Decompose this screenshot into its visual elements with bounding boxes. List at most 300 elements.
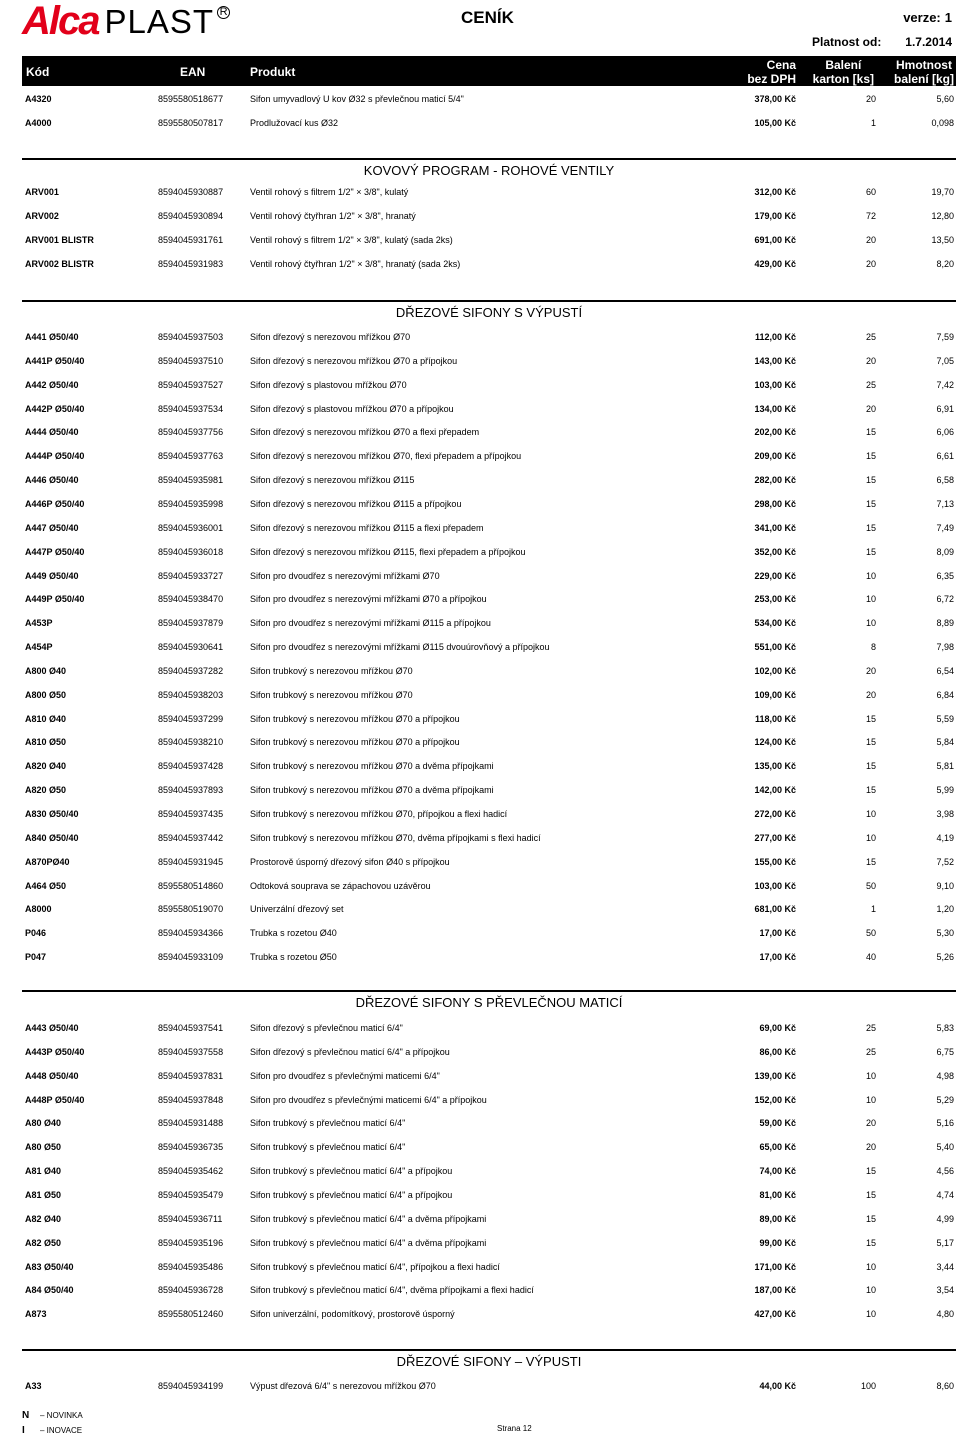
- cell-ean: 8594045938470: [158, 594, 224, 604]
- cell-produkt: Sifon dřezový s převlečnou maticí 6/4" a přípojkou: [250, 1047, 450, 1057]
- cell-ean: 8594045937541: [158, 1023, 224, 1033]
- page-number: Strana 12: [497, 1424, 532, 1433]
- logo: [22, 0, 230, 43]
- cell-hmotnost: 8,60: [936, 1381, 954, 1391]
- cell-ean: 8595580507817: [158, 118, 224, 128]
- col-cena-line1: Cena: [766, 58, 796, 72]
- cell-hmotnost: 6,61: [936, 451, 954, 461]
- cell-ean: 8594045937527: [158, 380, 224, 390]
- table-row: [0, 950, 960, 964]
- table-row: [0, 735, 960, 749]
- cell-produkt: Sifon trubkový s převlečnou maticí 6/4": [250, 1142, 406, 1152]
- cell-cena: 341,00 Kč: [754, 523, 796, 533]
- cell-cena: 282,00 Kč: [754, 475, 796, 485]
- cell-hmotnost: 6,91: [936, 404, 954, 414]
- cell-ean: 8594045937756: [158, 427, 224, 437]
- cell-kod: A4320: [25, 94, 52, 104]
- cell-baleni: 10: [865, 833, 876, 843]
- cell-kod: A81 Ø40: [25, 1166, 62, 1176]
- col-cena-line2: bez DPH: [747, 72, 796, 86]
- table-row: [0, 1093, 960, 1107]
- cell-baleni: 50: [865, 928, 876, 938]
- cell-ean: 8595580514860: [158, 881, 224, 891]
- section-title: KOVOVÝ PROGRAM - ROHOVÉ VENTILY: [22, 158, 956, 182]
- cell-hmotnost: 8,09: [936, 547, 954, 557]
- cell-produkt: Sifon dřezový s plastovou mřížkou Ø70: [250, 380, 407, 390]
- cell-produkt: Sifon dřezový s nerezovou mřížkou Ø70, flexi přepadem a přípojkou: [250, 451, 522, 461]
- logo-alca: Alca: [22, 0, 99, 43]
- col-ean: EAN: [180, 65, 206, 79]
- col-hmotnost: [894, 58, 954, 86]
- cell-cena: 681,00 Kč: [754, 904, 796, 914]
- table-row: [0, 378, 960, 392]
- table-row: [0, 233, 960, 247]
- section-title: DŘEZOVÉ SIFONY – VÝPUSTI: [22, 1349, 956, 1373]
- cell-ean: 8594045936711: [158, 1214, 223, 1224]
- cell-hmotnost: 5,60: [936, 94, 954, 104]
- cell-baleni: 25: [865, 332, 876, 342]
- cell-produkt: Sifon pro dvoudřez s nerezovými mřížkami Ø115 a přípojkou: [250, 618, 491, 628]
- cell-hmotnost: 4,74: [936, 1190, 954, 1200]
- cell-hmotnost: 6,35: [936, 571, 954, 581]
- cell-cena: 102,00 Kč: [754, 666, 796, 676]
- table-row: [0, 257, 960, 271]
- cell-hmotnost: 5,81: [936, 761, 954, 771]
- cell-produkt: Sifon dřezový s plastovou mřížkou Ø70 a přípojkou: [250, 404, 454, 414]
- table-row: [0, 1140, 960, 1154]
- cell-ean: 8594045935486: [158, 1262, 224, 1272]
- cell-ean: 8594045935998: [158, 499, 224, 509]
- table-row: [0, 402, 960, 416]
- cell-cena: 171,00 Kč: [754, 1262, 796, 1272]
- cell-ean: 8594045937503: [158, 332, 224, 342]
- cell-ean: 8595580519070: [158, 904, 224, 914]
- cell-kod: P046: [25, 928, 47, 938]
- cell-hmotnost: 5,30: [936, 928, 954, 938]
- cell-kod: ARV001: [25, 187, 59, 197]
- cell-kod: A4000: [25, 118, 52, 128]
- cell-produkt: Sifon trubkový s nerezovou mřížkou Ø70: [250, 690, 413, 700]
- table-row: [0, 1116, 960, 1130]
- cell-ean: 8594045931945: [158, 857, 224, 867]
- cell-cena: 134,00 Kč: [754, 404, 796, 414]
- cell-kod: A820 Ø40: [25, 761, 67, 771]
- table-row: [0, 783, 960, 797]
- cell-produkt: Sifon trubkový s převlečnou maticí 6/4", přípojkou a flexi hadicí: [250, 1262, 500, 1272]
- cell-cena: 277,00 Kč: [754, 833, 796, 843]
- table-header: [22, 56, 956, 86]
- cell-baleni: 20: [865, 356, 876, 366]
- cell-hmotnost: 5,40: [936, 1142, 954, 1152]
- col-baleni-line1: Balení: [825, 58, 862, 72]
- cell-ean: 8594045937848: [158, 1095, 224, 1105]
- cell-baleni: 20: [865, 235, 876, 245]
- cell-hmotnost: 7,52: [936, 857, 954, 867]
- cell-kod: A800 Ø40: [25, 666, 67, 676]
- col-cena: [747, 58, 796, 86]
- section-title: DŘEZOVÉ SIFONY S VÝPUSTÍ: [22, 300, 956, 324]
- cell-kod: A449P Ø50/40: [25, 594, 85, 604]
- cell-ean: 8594045938203: [158, 690, 224, 700]
- cell-ean: 8594045931488: [158, 1118, 224, 1128]
- cell-produkt: Sifon pro dvoudřez s nerezovými mřížkami Ø115 dvouúrovňový a přípojkou: [250, 642, 550, 652]
- cell-kod: A446P Ø50/40: [25, 499, 85, 509]
- cell-hmotnost: 6,75: [936, 1047, 954, 1057]
- cell-cena: 534,00 Kč: [754, 618, 796, 628]
- cell-hmotnost: 0,098: [931, 118, 954, 128]
- cell-cena: 109,00 Kč: [754, 690, 796, 700]
- cell-kod: A840 Ø50/40: [25, 833, 79, 843]
- cell-hmotnost: 7,42: [936, 380, 954, 390]
- cell-kod: A830 Ø50/40: [25, 809, 79, 819]
- table-row: [0, 688, 960, 702]
- cell-kod: A810 Ø40: [25, 714, 67, 724]
- cell-hmotnost: 6,54: [936, 666, 954, 676]
- cell-baleni: 15: [865, 475, 876, 485]
- registered-icon: R: [217, 6, 230, 19]
- table-row: [0, 831, 960, 845]
- cell-produkt: Sifon pro dvoudřez s převlečnými maticemi 6/4": [250, 1071, 440, 1081]
- page-title: CENÍK: [461, 8, 514, 27]
- cell-hmotnost: 8,89: [936, 618, 954, 628]
- cell-produkt: Ventil rohový s filtrem 1/2" × 3/8", kulatý: [250, 187, 409, 197]
- cell-cena: 378,00 Kč: [754, 94, 796, 104]
- cell-produkt: Sifon dřezový s nerezovou mřížkou Ø115 a přípojkou: [250, 499, 462, 509]
- cell-baleni: 1: [870, 904, 876, 914]
- cell-hmotnost: 5,29: [936, 1095, 954, 1105]
- cell-baleni: 50: [865, 881, 876, 891]
- cell-ean: 8594045936735: [158, 1142, 224, 1152]
- col-kod: Kód: [26, 65, 50, 79]
- cell-cena: 124,00 Kč: [754, 737, 796, 747]
- cell-hmotnost: 12,80: [931, 211, 954, 221]
- cell-kod: A8000: [25, 904, 52, 914]
- cell-ean: 8594045936018: [158, 547, 224, 557]
- cell-produkt: Sifon trubkový s převlečnou maticí 6/4" a přípojkou: [250, 1190, 453, 1200]
- cell-cena: 691,00 Kč: [754, 235, 796, 245]
- cell-hmotnost: 3,54: [936, 1285, 954, 1295]
- cell-cena: 139,00 Kč: [754, 1071, 796, 1081]
- cell-produkt: Sifon dřezový s nerezovou mřížkou Ø70 a přípojkou: [250, 356, 458, 366]
- cell-ean: 8594045937435: [158, 809, 224, 819]
- cell-baleni: 25: [865, 1047, 876, 1057]
- cell-cena: 135,00 Kč: [754, 761, 796, 771]
- cell-baleni: 72: [865, 211, 876, 221]
- cell-cena: 142,00 Kč: [754, 785, 796, 795]
- cell-kod: A464 Ø50: [25, 881, 67, 891]
- cell-produkt: Sifon trubkový s nerezovou mřížkou Ø70, přípojkou a flexi hadicí: [250, 809, 508, 819]
- table-row: [0, 1188, 960, 1202]
- cell-hmotnost: 4,56: [936, 1166, 954, 1176]
- cell-ean: 8594045936001: [158, 523, 224, 533]
- table-row: [0, 902, 960, 916]
- cell-baleni: 15: [865, 499, 876, 509]
- cell-kod: A453P: [25, 618, 53, 628]
- cell-baleni: 40: [865, 952, 876, 962]
- cell-kod: ARV002 BLISTR: [25, 259, 94, 269]
- cell-kod: A442 Ø50/40: [25, 380, 79, 390]
- cell-ean: 8594045934366: [158, 928, 224, 938]
- version-value: 1: [944, 10, 952, 25]
- cell-produkt: Sifon trubkový s nerezovou mřížkou Ø70, dvěma přípojkami s flexi hadicí: [250, 833, 541, 843]
- cell-produkt: Sifon dřezový s nerezovou mřížkou Ø70 a flexi přepadem: [250, 427, 480, 437]
- cell-baleni: 10: [865, 1309, 876, 1319]
- cell-kod: A33: [25, 1381, 42, 1391]
- cell-kod: A800 Ø50: [25, 690, 67, 700]
- table-row: [0, 425, 960, 439]
- cell-produkt: Výpust dřezová 6/4" s nerezovou mřížkou Ø70: [250, 1381, 436, 1391]
- cell-produkt: Sifon trubkový s převlečnou maticí 6/4" a přípojkou: [250, 1166, 453, 1176]
- table-row: [0, 473, 960, 487]
- cell-cena: 209,00 Kč: [754, 451, 796, 461]
- cell-baleni: 25: [865, 380, 876, 390]
- table-row: [0, 616, 960, 630]
- cell-produkt: Sifon dřezový s nerezovou mřížkou Ø115: [250, 475, 415, 485]
- cell-hmotnost: 6,58: [936, 475, 954, 485]
- cell-produkt: Sifon dřezový s nerezovou mřížkou Ø115 a flexi přepadem: [250, 523, 484, 533]
- legend-label-n: – NOVINKA: [40, 1411, 83, 1420]
- cell-produkt: Sifon trubkový s převlečnou maticí 6/4", dvěma přípojkami a flexi hadicí: [250, 1285, 534, 1295]
- cell-cena: 74,00 Kč: [759, 1166, 796, 1176]
- cell-produkt: Sifon umyvadlový U kov Ø32 s převlečnou maticí 5/4": [250, 94, 464, 104]
- cell-produkt: Prostorově úsporný dřezový sifon Ø40 s přípojkou: [250, 857, 450, 867]
- cell-baleni: 15: [865, 523, 876, 533]
- cell-baleni: 15: [865, 714, 876, 724]
- cell-hmotnost: 7,98: [936, 642, 954, 652]
- table-row: [0, 1236, 960, 1250]
- cell-ean: 8594045937893: [158, 785, 224, 795]
- cell-hmotnost: 7,59: [936, 332, 954, 342]
- cell-kod: A444P Ø50/40: [25, 451, 85, 461]
- cell-cena: 551,00 Kč: [754, 642, 796, 652]
- cell-baleni: 15: [865, 761, 876, 771]
- cell-baleni: 10: [865, 1285, 876, 1295]
- col-hmotnost-line2: balení [kg]: [893, 72, 954, 86]
- cell-ean: 8594045931983: [158, 259, 224, 269]
- cell-ean: 8594045935462: [158, 1166, 224, 1176]
- cell-ean: 8594045930894: [158, 211, 224, 221]
- cell-ean: 8594045937299: [158, 714, 224, 724]
- cell-cena: 152,00 Kč: [754, 1095, 796, 1105]
- table-row: [0, 759, 960, 773]
- cell-hmotnost: 6,84: [936, 690, 954, 700]
- cell-produkt: Sifon trubkový s převlečnou maticí 6/4": [250, 1118, 406, 1128]
- cell-ean: 8594045936728: [158, 1285, 224, 1295]
- cell-hmotnost: 19,70: [931, 187, 954, 197]
- cell-baleni: 15: [865, 451, 876, 461]
- cell-baleni: 10: [865, 1095, 876, 1105]
- table-row: [0, 712, 960, 726]
- cell-produkt: Ventil rohový čtyřhran 1/2" × 3/8", hranatý: [250, 211, 416, 221]
- cell-baleni: 20: [865, 259, 876, 269]
- cell-ean: 8594045937442: [158, 833, 224, 843]
- cell-kod: ARV001 BLISTR: [25, 235, 94, 245]
- cell-kod: A80 Ø50: [25, 1142, 62, 1152]
- cell-hmotnost: 4,80: [936, 1309, 954, 1319]
- cell-produkt: Sifon trubkový s nerezovou mřížkou Ø70 a přípojkou: [250, 737, 460, 747]
- cell-baleni: 15: [865, 785, 876, 795]
- cell-baleni: 10: [865, 594, 876, 604]
- cell-baleni: 15: [865, 547, 876, 557]
- cell-kod: A449 Ø50/40: [25, 571, 79, 581]
- cell-cena: 69,00 Kč: [759, 1023, 796, 1033]
- cell-hmotnost: 6,06: [936, 427, 954, 437]
- table-row: [0, 640, 960, 654]
- cell-hmotnost: 1,20: [936, 904, 954, 914]
- cell-ean: 8594045930641: [158, 642, 224, 652]
- cell-ean: 8594045937534: [158, 404, 224, 414]
- cell-kod: A448P Ø50/40: [25, 1095, 85, 1105]
- cell-hmotnost: 4,98: [936, 1071, 954, 1081]
- cell-cena: 44,00 Kč: [759, 1381, 796, 1391]
- table-row: [0, 1260, 960, 1274]
- col-produkt: Produkt: [250, 65, 296, 79]
- table-row: [0, 592, 960, 606]
- col-baleni-line2: karton [ks]: [812, 72, 874, 86]
- cell-baleni: 20: [865, 690, 876, 700]
- table-row: [0, 185, 960, 199]
- cell-cena: 427,00 Kč: [754, 1309, 796, 1319]
- cell-cena: 155,00 Kč: [754, 857, 796, 867]
- cell-kod: A810 Ø50: [25, 737, 67, 747]
- table-row: [0, 1283, 960, 1297]
- cell-cena: 298,00 Kč: [754, 499, 796, 509]
- table-row: [0, 1379, 960, 1393]
- cell-kod: A820 Ø50: [25, 785, 67, 795]
- cell-cena: 229,00 Kč: [754, 571, 796, 581]
- cell-baleni: 25: [865, 1023, 876, 1033]
- cell-produkt: Trubka s rozetou Ø40: [250, 928, 337, 938]
- cell-kod: A448 Ø50/40: [25, 1071, 79, 1081]
- table-row: [0, 1212, 960, 1226]
- cell-produkt: Prodlužovací kus Ø32: [250, 118, 339, 128]
- table-row: [0, 545, 960, 559]
- cell-kod: A444 Ø50/40: [25, 427, 79, 437]
- cell-ean: 8594045930887: [158, 187, 224, 197]
- cell-cena: 103,00 Kč: [754, 380, 796, 390]
- cell-hmotnost: 7,13: [936, 499, 954, 509]
- cell-hmotnost: 5,16: [936, 1118, 954, 1128]
- cell-kod: A870PØ40: [25, 857, 70, 867]
- cell-kod: A81 Ø50: [25, 1190, 62, 1200]
- cell-produkt: Sifon trubkový s nerezovou mřížkou Ø70: [250, 666, 413, 676]
- table-row: [0, 92, 960, 106]
- cell-ean: 8595580518677: [158, 94, 224, 104]
- cell-cena: 429,00 Kč: [754, 259, 796, 269]
- legend-key-n: N: [22, 1410, 30, 1421]
- table-row: [0, 1069, 960, 1083]
- cell-kod: A83 Ø50/40: [25, 1262, 74, 1272]
- table-row: [0, 1307, 960, 1321]
- cell-baleni: 15: [865, 1166, 876, 1176]
- cell-hmotnost: 4,19: [936, 833, 954, 843]
- cell-kod: A443P Ø50/40: [25, 1047, 85, 1057]
- cell-produkt: Sifon trubkový s převlečnou maticí 6/4" a dvěma přípojkami: [250, 1214, 487, 1224]
- cell-hmotnost: 9,10: [936, 881, 954, 891]
- table-row: [0, 209, 960, 223]
- cell-cena: 112,00 Kč: [754, 332, 796, 342]
- cell-cena: 118,00 Kč: [754, 714, 796, 724]
- legend-label-i: – INOVACE: [40, 1426, 83, 1435]
- cell-kod: A443 Ø50/40: [25, 1023, 79, 1033]
- cell-cena: 103,00 Kč: [754, 881, 796, 891]
- cell-cena: 272,00 Kč: [754, 809, 796, 819]
- cell-hmotnost: 5,17: [936, 1238, 954, 1248]
- table-row: [0, 807, 960, 821]
- table-row: [0, 926, 960, 940]
- validity-label: Platnost od:: [812, 35, 882, 49]
- cell-cena: 179,00 Kč: [754, 211, 796, 221]
- section-title: DŘEZOVÉ SIFONY S PŘEVLEČNOU MATICÍ: [22, 990, 956, 1014]
- cell-kod: P047: [25, 952, 47, 962]
- cell-ean: 8594045935981: [158, 475, 224, 485]
- cell-baleni: 15: [865, 737, 876, 747]
- cell-baleni: 15: [865, 857, 876, 867]
- cell-produkt: Sifon pro dvoudřez s převlečnými maticemi 6/4" a přípojkou: [250, 1095, 487, 1105]
- cell-baleni: 8: [870, 642, 876, 652]
- cell-ean: 8594045937558: [158, 1047, 224, 1057]
- cell-produkt: Sifon univerzální, podomítkový, prostorově úsporný: [250, 1309, 455, 1319]
- cell-baleni: 20: [865, 404, 876, 414]
- cell-baleni: 20: [865, 94, 876, 104]
- version-label: verze:: [903, 10, 941, 25]
- version: [903, 10, 952, 25]
- cell-baleni: 20: [865, 1142, 876, 1152]
- cell-produkt: Sifon dřezový s převlečnou maticí 6/4": [250, 1023, 403, 1033]
- cell-produkt: Sifon trubkový s nerezovou mřížkou Ø70 a dvěma přípojkami: [250, 785, 494, 795]
- cell-cena: 187,00 Kč: [754, 1285, 796, 1295]
- cell-baleni: 60: [865, 187, 876, 197]
- table-row: [0, 1021, 960, 1035]
- cell-produkt: Ventil rohový čtyřhran 1/2" × 3/8", hranatý (sada 2ks): [250, 259, 461, 269]
- cell-cena: 202,00 Kč: [754, 427, 796, 437]
- table-row: [0, 497, 960, 511]
- table-row: [0, 116, 960, 130]
- cell-produkt: Univerzální dřezový set: [250, 904, 344, 914]
- cell-hmotnost: 13,50: [931, 235, 954, 245]
- cell-kod: A441P Ø50/40: [25, 356, 85, 366]
- cell-baleni: 10: [865, 1071, 876, 1081]
- cell-kod: A441 Ø50/40: [25, 332, 79, 342]
- cell-ean: 8594045937831: [158, 1071, 224, 1081]
- cell-kod: ARV002: [25, 211, 59, 221]
- cell-cena: 89,00 Kč: [759, 1214, 796, 1224]
- legend-key-i: I: [22, 1425, 25, 1436]
- cell-hmotnost: 5,26: [936, 952, 954, 962]
- cell-hmotnost: 5,84: [936, 737, 954, 747]
- cell-cena: 59,00 Kč: [759, 1118, 796, 1128]
- table-row: [0, 1164, 960, 1178]
- validity-date: 1.7.2014: [905, 35, 952, 49]
- cell-baleni: 20: [865, 1118, 876, 1128]
- cell-cena: 253,00 Kč: [754, 594, 796, 604]
- cell-baleni: 10: [865, 1262, 876, 1272]
- cell-hmotnost: 5,83: [936, 1023, 954, 1033]
- table-row: [0, 1045, 960, 1059]
- table-row: [0, 664, 960, 678]
- cell-produkt: Odtoková souprava se zápachovou uzávěrou: [250, 881, 431, 891]
- table-row: [0, 521, 960, 535]
- cell-hmotnost: 4,99: [936, 1214, 954, 1224]
- cell-hmotnost: 8,20: [936, 259, 954, 269]
- cell-ean: 8594045937428: [158, 761, 224, 771]
- cell-kod: A84 Ø50/40: [25, 1285, 74, 1295]
- cell-baleni: 20: [865, 666, 876, 676]
- logo-plast: PLAST: [104, 3, 215, 40]
- table-row: [0, 855, 960, 869]
- cell-cena: 86,00 Kč: [759, 1047, 796, 1057]
- cell-baleni: 15: [865, 427, 876, 437]
